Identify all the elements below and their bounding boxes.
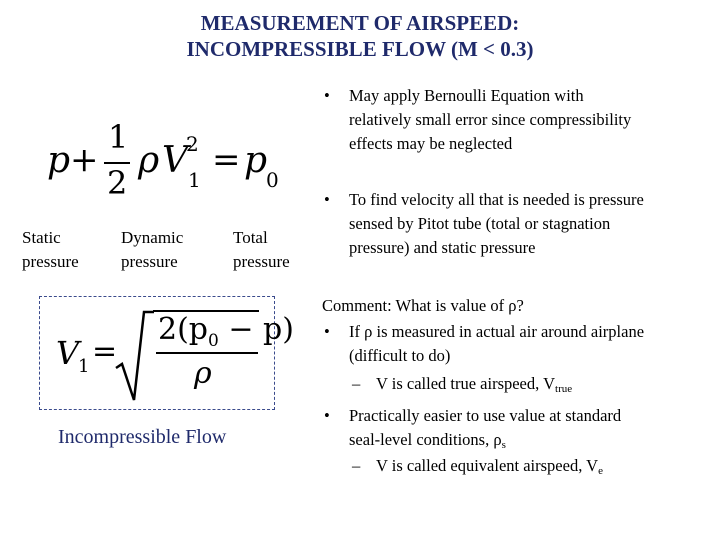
- plus-sign: +: [70, 140, 99, 180]
- label-static-pressure: Static pressure: [22, 228, 79, 271]
- bullet-2-text: To find velocity all that is needed is pressure sensed by Pitot tube (total or stagnation pressure) and static pressure: [349, 190, 644, 257]
- bullet-1-text: May apply Bernoulli Equation with relatively small error since compressibility effects may be neglected: [349, 86, 632, 153]
- formula-numerator: $2(p_0 - p)$: [158, 312, 294, 351]
- rho-symbol: ρ: [364, 322, 373, 341]
- formula-caption: Incompressible Flow: [58, 426, 227, 448]
- bernoulli-equation: [44, 118, 284, 208]
- formula-velocity-subscript: 1: [78, 356, 90, 377]
- comment-item-2-sub-marker: –: [352, 456, 361, 475]
- comment-item-1-marker: •: [324, 322, 330, 341]
- half-numerator: 1: [108, 118, 129, 156]
- formula-velocity-symbol: V: [56, 334, 80, 372]
- square-root-sign: [114, 304, 154, 404]
- rho-symbol: ρ: [493, 430, 502, 449]
- comment-heading: Comment: What is value of ρ?: [322, 296, 524, 315]
- formula-fraction-bar: [156, 352, 258, 354]
- formula-denominator: ρ: [194, 356, 212, 391]
- bullet-2-marker: •: [324, 190, 330, 209]
- title-line-1: MEASUREMENT OF AIRSPEED:: [200, 11, 520, 35]
- label-dynamic-pressure: Dynamic pressure: [121, 228, 184, 271]
- velocity-symbol: V: [162, 140, 188, 181]
- velocity-subscript: 1: [188, 168, 201, 192]
- velocity-formula: [50, 300, 294, 408]
- comment-item-2-sub-text: V is called equivalent airspeed, $V_e$: [376, 456, 603, 477]
- label-total-pressure: Total pressure: [233, 228, 290, 271]
- title-line-2: INCOMPRESSIBLE FLOW (M < 0.3): [186, 37, 534, 61]
- total-pressure-symbol: p: [244, 140, 268, 181]
- comment-item-1-sub-marker: –: [352, 374, 361, 393]
- total-pressure-subscript: 0: [266, 168, 279, 192]
- slide-title: [0, 10, 720, 62]
- comment-item-1-sub-text: V is called true airspeed, $V_{true}$: [376, 374, 573, 395]
- velocity-exponent: 2: [186, 132, 199, 156]
- comment-item-2-marker: •: [324, 406, 330, 425]
- half-denominator: 2: [107, 164, 128, 202]
- equals-sign: =: [212, 140, 241, 180]
- formula-equals-sign: =: [92, 334, 118, 369]
- comment-item-1: • If ρ is measured in actual air around airplane (difficult to do) – V is called true airspeed, $V_{true}$: [324, 320, 716, 394]
- bullet-2: [324, 188, 716, 260]
- rho-symbol: ρ: [508, 296, 517, 315]
- comment-item-2: • Practically easier to use value at standard seal-level conditions, $\rho_s$ – V is called equivalent airspeed, $V_e$: [324, 404, 716, 478]
- static-pressure-symbol: p: [47, 140, 71, 181]
- density-symbol: ρ: [138, 140, 160, 181]
- bullet-1-marker: •: [324, 86, 330, 105]
- bullet-1: [324, 84, 714, 156]
